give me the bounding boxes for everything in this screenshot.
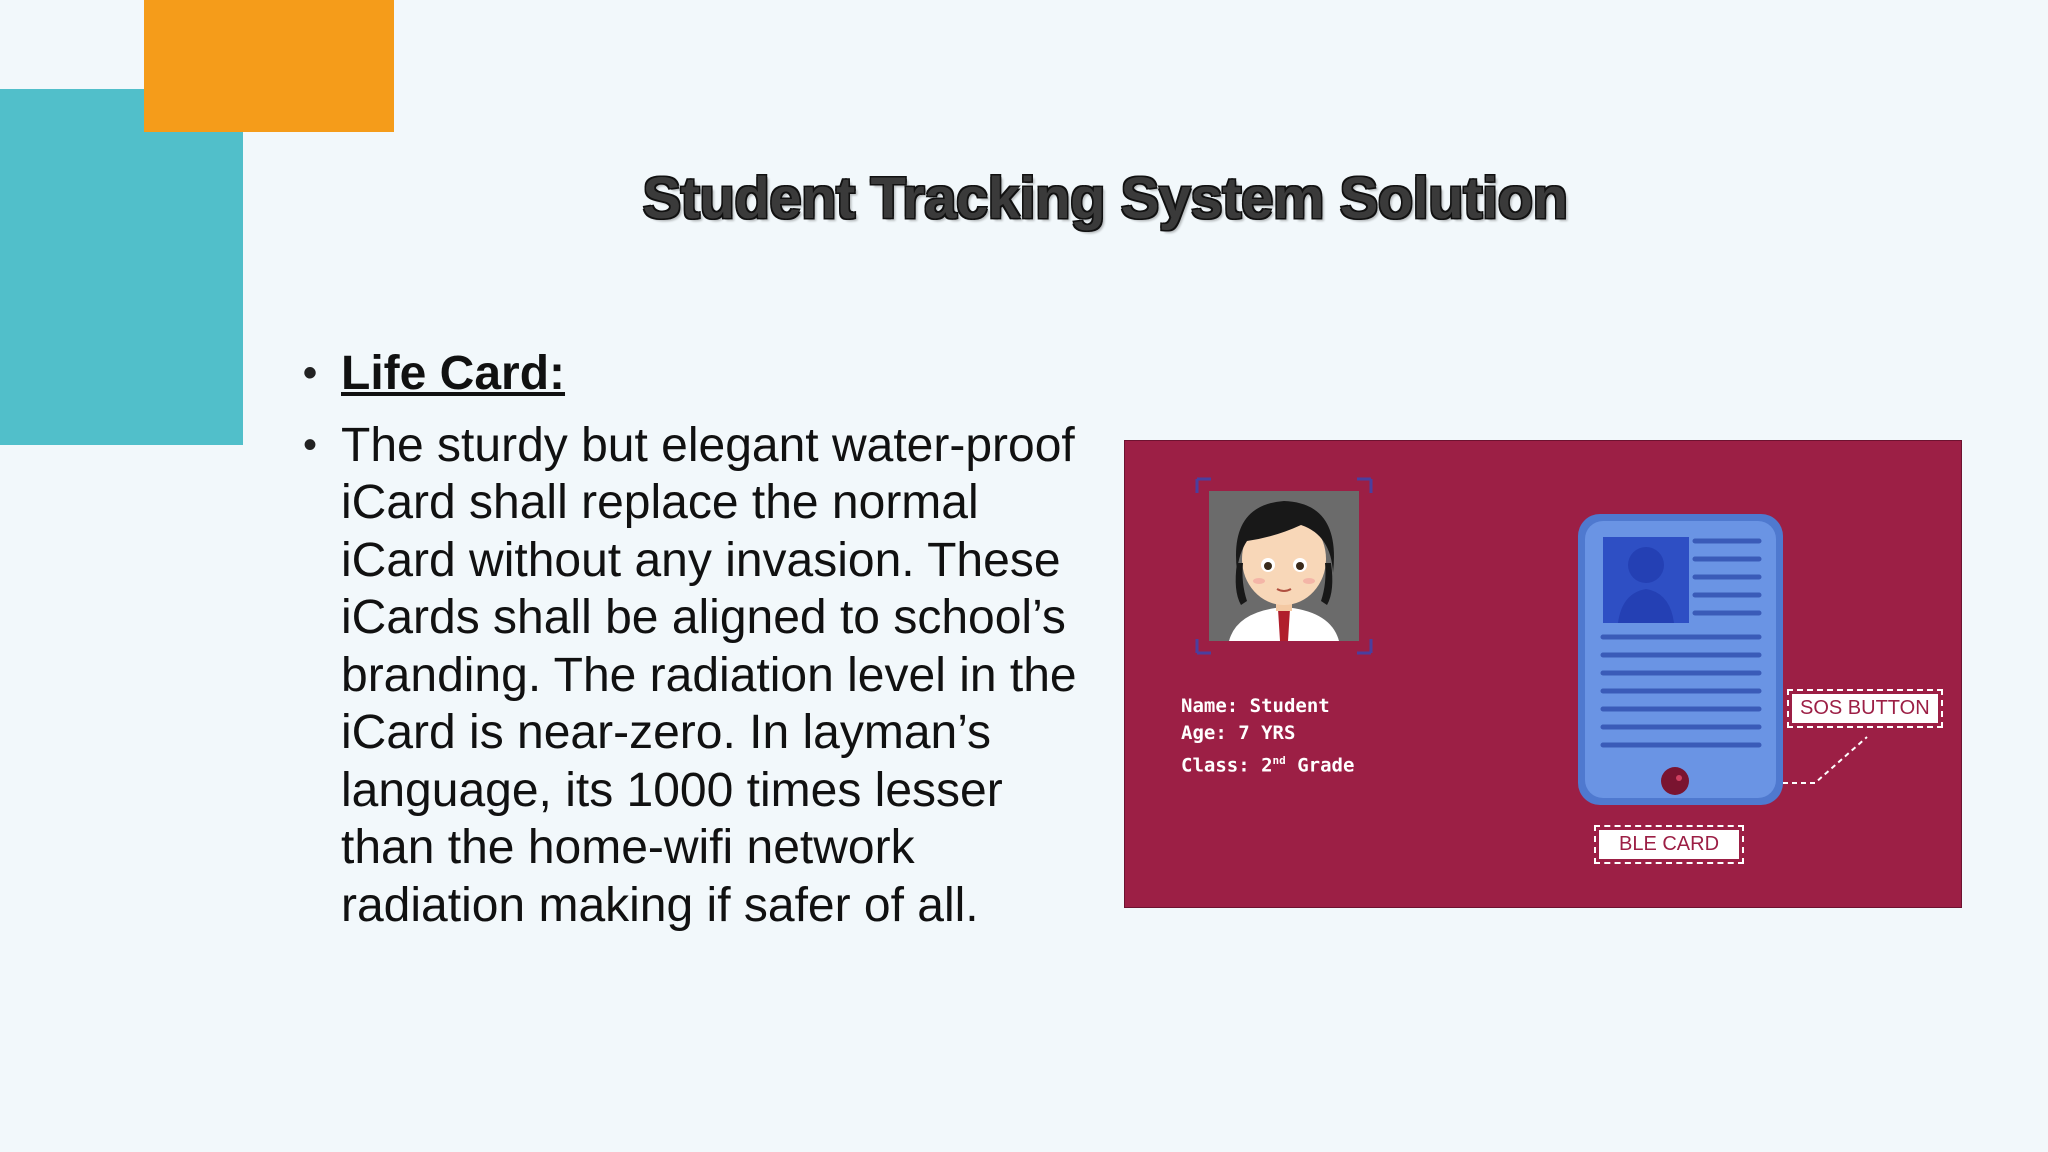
- class-line: [1181, 747, 1354, 779]
- sos-connector: [1783, 737, 1867, 783]
- ble-card-label: BLE CARD: [1599, 830, 1739, 859]
- class-prefix: Class: 2: [1181, 754, 1273, 777]
- student-info: [1181, 693, 1354, 779]
- orange-decor-block: [144, 0, 394, 132]
- slide-title: Student Tracking System Solution: [642, 166, 1568, 231]
- bullet-body: • The sturdy but elegant water-proof iCard shall replace the normal iCard without any invasion. These iCards shall be aligned to school’s branding. The radiation level in the iCard is near-zero. In layman’s language, its 1000 times lesser than the home-wifi network radiation making if safer of all.: [295, 417, 1085, 935]
- ble-card-device-icon: [1578, 514, 1783, 805]
- sos-button-tag: [1787, 689, 1943, 728]
- bullet-heading: • Life Card:: [295, 345, 1085, 403]
- name-line: Name: Student: [1181, 695, 1330, 717]
- class-sup: nd: [1272, 754, 1286, 767]
- bullet-list: [295, 345, 1085, 934]
- illustration-graphics: [1125, 441, 1963, 909]
- id-card-illustration: [1124, 440, 1962, 908]
- teal-decor-block: [0, 89, 243, 445]
- sos-button-label: SOS BUTTON: [1792, 694, 1938, 723]
- student-avatar-icon: [1209, 491, 1359, 641]
- class-suffix: Grade: [1285, 754, 1355, 777]
- ble-card-tag: [1594, 825, 1744, 864]
- age-line: Age: 7 YRS: [1181, 722, 1296, 744]
